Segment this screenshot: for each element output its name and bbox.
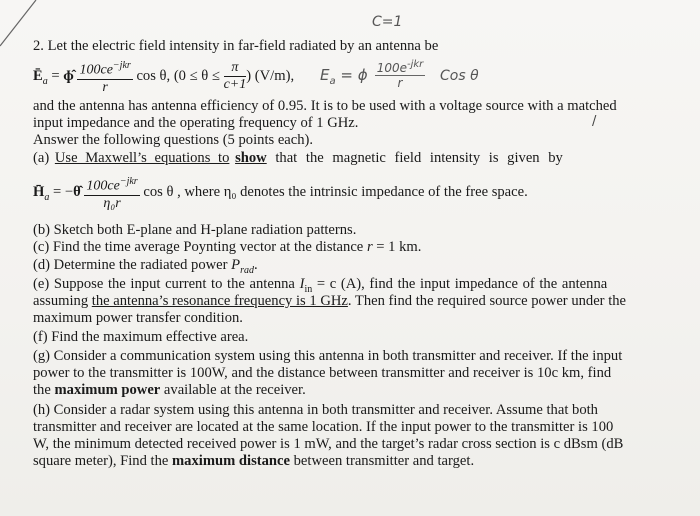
question-e-i: I bbox=[299, 276, 305, 292]
question-e-rest: = c (A), find the input impedance of the antenna bbox=[312, 276, 608, 292]
question-e-line2 bbox=[33, 293, 626, 310]
efield-cos-range: cos θ, (0 ≤ θ ≤ bbox=[136, 68, 224, 85]
question-d-rad: rad bbox=[240, 264, 254, 276]
question-h-text: square meter), Find the bbox=[33, 453, 173, 469]
question-g-max-power: maximum power bbox=[54, 382, 161, 398]
question-c bbox=[33, 239, 421, 256]
question-h-line1: (h) Consider a radar system using this antenna in both transmitter and receiver. Assume that both bbox=[33, 402, 598, 418]
hfield-equals: = − bbox=[53, 184, 74, 201]
question-e-resonance: the antenna’s resonance frequency is 1 GHz bbox=[91, 293, 348, 309]
question-a-rest: that the magnetic field intensity is given by bbox=[266, 150, 563, 166]
handwritten-field-note bbox=[320, 66, 368, 87]
hfield-description: cos θ , where η₀ denotes the intrinsic impedance of the free space. bbox=[143, 184, 528, 201]
question-g-line1: (g) Consider a communication system using this antenna in both transmitter and receiver. If the input bbox=[33, 348, 623, 364]
hfield-symbol: H̄ bbox=[33, 184, 45, 201]
question-h-line3: W, the minimum detected received power is 1 mW, and the target’s radar cross section is c dBsm (dB bbox=[33, 436, 624, 452]
question-e-line3: maximum power transfer condition. bbox=[33, 310, 243, 326]
question-b: (b) Sketch both E-plane and H-plane radiation patterns. bbox=[33, 222, 357, 238]
question-g-rest: available at the receiver. bbox=[160, 382, 306, 398]
question-h-max-distance: maximum distance bbox=[172, 453, 290, 469]
theta-unit-vector: θ̂ bbox=[73, 184, 81, 201]
hfield-denominator: η₀r bbox=[103, 195, 121, 211]
pi-denominator: c+1 bbox=[223, 77, 247, 93]
efficiency-sentence: and the antenna has antenna efficiency of 0.95. It is to be used with a voltage source with a matched bbox=[33, 98, 617, 114]
efield-subscript: a bbox=[42, 76, 48, 88]
hfield-numerator: 100ce bbox=[86, 178, 120, 194]
handwritten-exponent: -jkr bbox=[407, 59, 424, 70]
handwritten-cos-theta: Cos θ bbox=[440, 68, 479, 84]
question-e-then: . Then find the required source power under the bbox=[347, 293, 627, 309]
handwritten-c-equals-one: C=1 bbox=[372, 14, 403, 30]
efield-unit: ) (V/m), bbox=[246, 68, 295, 85]
question-a bbox=[33, 150, 563, 167]
hfield-subscript: a bbox=[44, 192, 50, 204]
question-c-r: r bbox=[366, 239, 373, 255]
efield-equation bbox=[33, 58, 294, 96]
phi-unit-vector: ɸ̂ bbox=[63, 68, 74, 85]
handwritten-denominator: r bbox=[397, 76, 403, 90]
efield-numerator: 100ce bbox=[79, 62, 113, 78]
efield-equals: = bbox=[51, 68, 64, 85]
question-a-label: (a) bbox=[33, 150, 55, 166]
handwritten-numerator: 100e bbox=[376, 61, 407, 75]
question-c-distance: = 1 km. bbox=[372, 239, 422, 255]
question-h-line4 bbox=[33, 453, 474, 470]
handwritten-e-symbol: E bbox=[320, 66, 330, 84]
frequency-sentence: input impedance and the operating frequency of 1 GHz. bbox=[33, 115, 359, 131]
efield-fraction bbox=[77, 58, 132, 96]
question-c-text: (c) Find the time average Poynting vector at the distance bbox=[33, 239, 367, 255]
efield-exponent: −jkr bbox=[112, 60, 131, 71]
pen-tick-mark: / bbox=[592, 114, 597, 129]
question-f: (f) Find the maximum effective area. bbox=[33, 329, 249, 345]
pi-fraction bbox=[224, 60, 247, 93]
question-d-p: P bbox=[231, 257, 241, 273]
hfield-fraction bbox=[84, 174, 139, 212]
hfield-equation bbox=[33, 174, 528, 212]
efield-symbol: Ē bbox=[33, 68, 43, 85]
question-h-line2: transmitter and receiver are located at the same location. If the input power to the transmitter is 100 bbox=[33, 419, 614, 435]
question-a-show: show bbox=[235, 150, 267, 166]
pi-numerator: π bbox=[224, 60, 247, 77]
question-h-rest: between transmitter and target. bbox=[289, 453, 475, 469]
handwritten-phi: ɸ bbox=[357, 66, 368, 84]
efield-denominator: r bbox=[102, 79, 108, 95]
question-d-period: . bbox=[253, 257, 258, 273]
question-g-line2: power to the transmitter is 100W, and the distance between transmitter and receiver is 10c km, find bbox=[33, 365, 612, 381]
problem-intro: 2. Let the electric field intensity in far-field radiated by an antenna be bbox=[33, 38, 439, 54]
handwritten-equals: = bbox=[340, 66, 353, 84]
hfield-exponent: −jkr bbox=[119, 176, 138, 187]
question-e-assuming: assuming bbox=[33, 293, 92, 309]
question-e-in: in bbox=[304, 283, 313, 295]
handwritten-e-subscript: a bbox=[329, 76, 336, 87]
question-g-line3 bbox=[33, 382, 306, 399]
question-g-the: the bbox=[33, 382, 55, 398]
question-e-text: (e) Suppose the input current to the antenna bbox=[33, 276, 300, 292]
answer-instructions: Answer the following questions (5 points each). bbox=[33, 132, 314, 148]
handwritten-fraction bbox=[375, 58, 425, 90]
question-d-text: (d) Determine the radiated power bbox=[33, 257, 232, 273]
question-a-maxwell: Use Maxwell’s equations to bbox=[54, 150, 230, 166]
